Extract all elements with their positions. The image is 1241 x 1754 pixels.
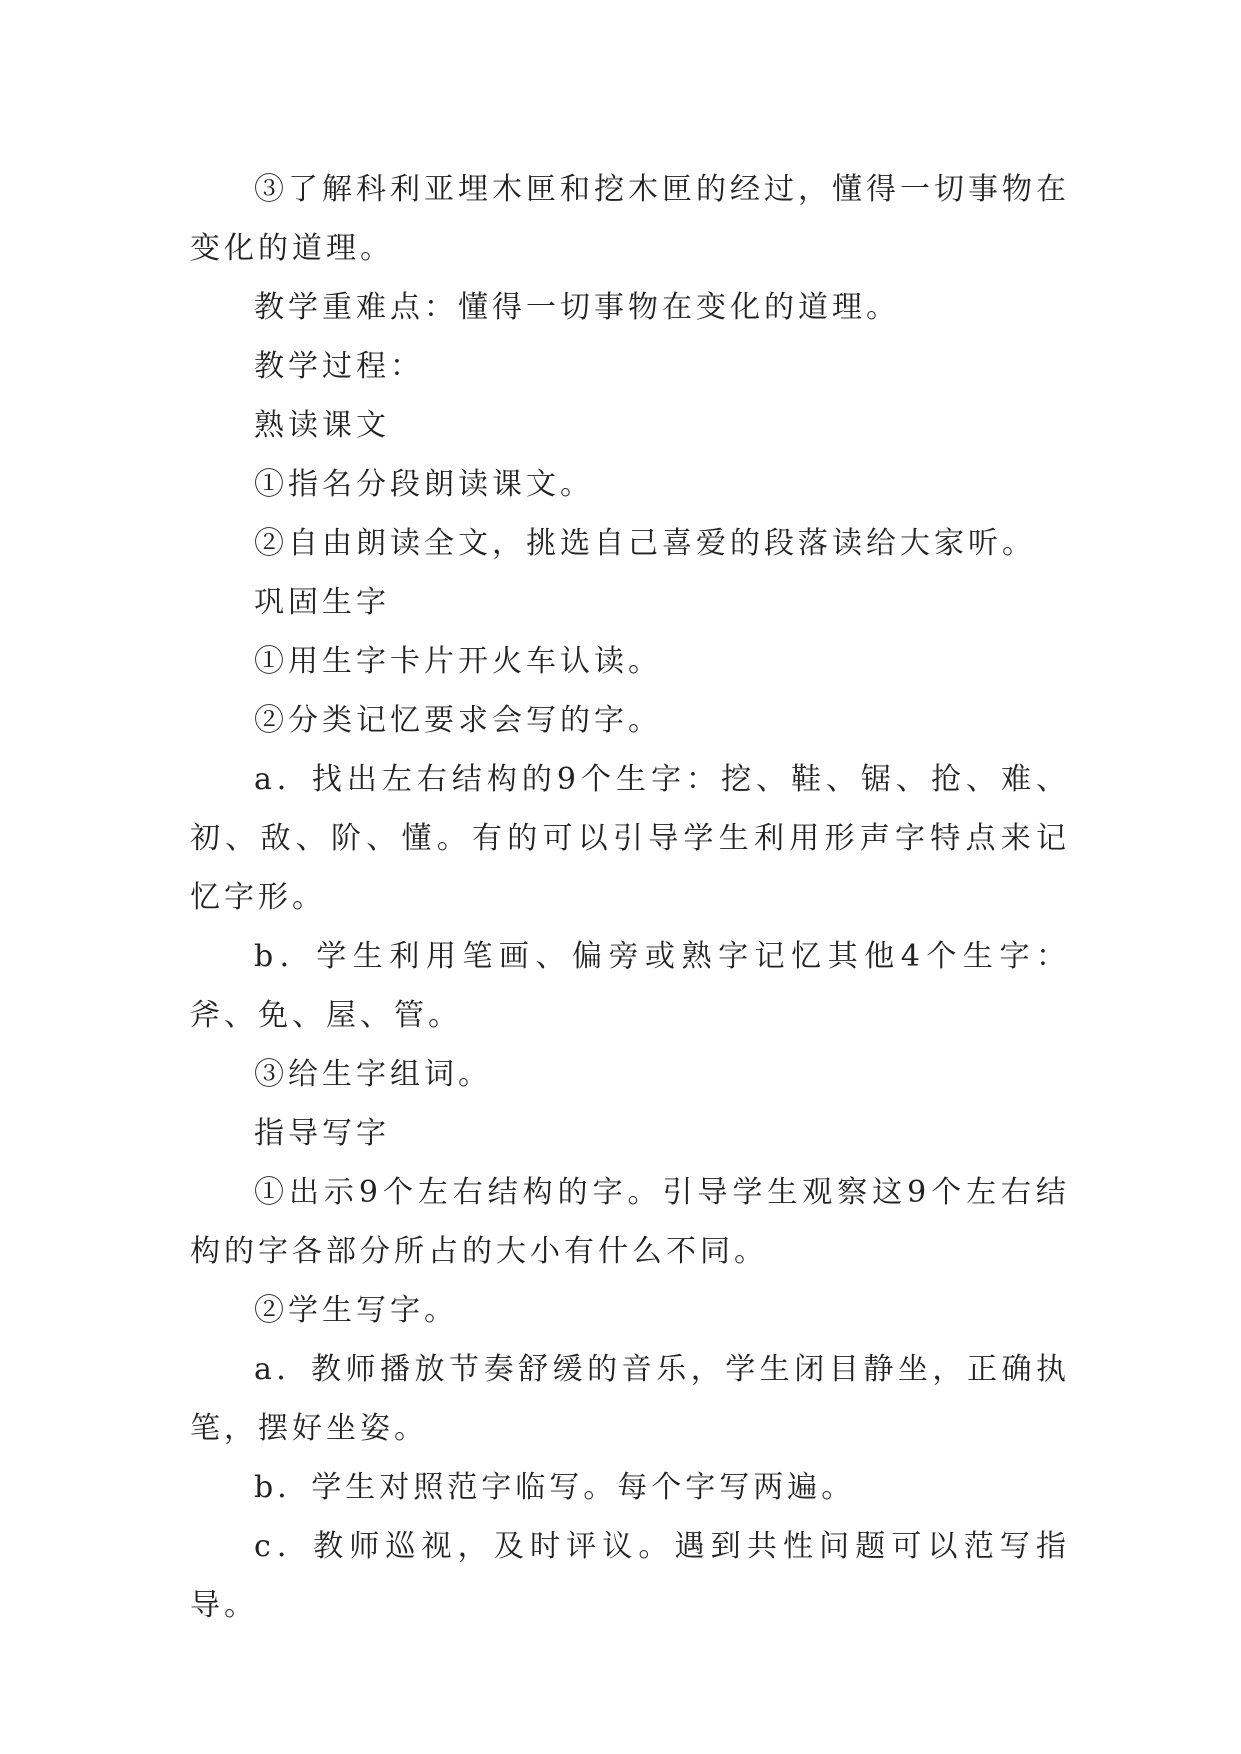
- paragraph-consolidate-step-2: ②分类记忆要求会写的字。: [254, 703, 662, 738]
- paragraph-process-heading: 教学过程：: [254, 349, 424, 384]
- document-body: [190, 160, 1070, 1635]
- paragraph-writing-step-2b: b．学生对照范字临写。每个字写两遍。: [254, 1470, 856, 1505]
- section-heading-writing-guidance: 指导写字: [254, 1116, 390, 1151]
- paragraph-writing-step-2a: a．教师播放节奏舒缓的音乐，学生闭目静坐，正确执笔，摆好坐姿。: [190, 1352, 1070, 1446]
- paragraph-writing-step-1: ①出示9个左右结构的字。引导学生观察这9个左右结构的字各部分所占的大小有什么不同。: [190, 1175, 1070, 1269]
- paragraph-read-step-1: ①指名分段朗读课文。: [254, 467, 594, 502]
- paragraph-consolidate-step-2b: b．学生利用笔画、偏旁或熟字记忆其他4个生字：斧、免、屋、管。: [190, 939, 1070, 1033]
- paragraph-consolidate-step-2a: a．找出左右结构的9个生字：挖、鞋、锯、抢、难、初、敌、阶、懂。有的可以引导学生利用形声字特点来记忆字形。: [190, 762, 1070, 915]
- paragraph-consolidate-step-3: ③给生字组词。: [254, 1057, 492, 1092]
- paragraph-consolidate-step-1: ①用生字卡片开火车认读。: [254, 644, 662, 679]
- paragraph-objective-3: ③了解科利亚埋木匣和挖木匣的经过，懂得一切事物在变化的道理。: [190, 172, 1070, 266]
- paragraph-writing-step-2: ②学生写字。: [254, 1293, 458, 1328]
- section-heading-consolidate-characters: 巩固生字: [254, 585, 390, 620]
- paragraph-writing-step-2c: c．教师巡视，及时评议。遇到共性问题可以范写指导。: [190, 1529, 1070, 1623]
- section-heading-read-text: 熟读课文: [254, 408, 390, 443]
- paragraph-key-points: 教学重难点：懂得一切事物在变化的道理。: [254, 290, 900, 325]
- paragraph-read-step-2: ②自由朗读全文，挑选自己喜爱的段落读给大家听。: [254, 526, 1036, 561]
